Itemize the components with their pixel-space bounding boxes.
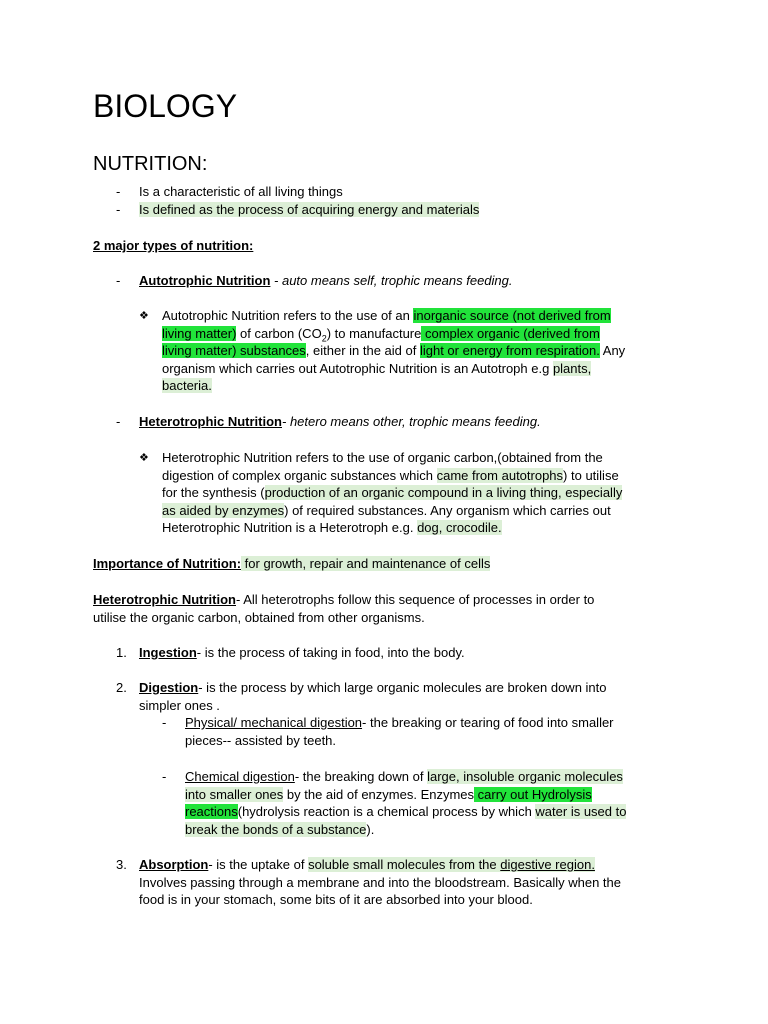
step-digestion-line-2: simpler ones .	[139, 697, 220, 713]
step-number: 1.	[116, 645, 127, 660]
hetero-line-3: for the synthesis (production of an organic compound in a living thing, especially	[162, 485, 623, 500]
auto-line-4: organism which carries out Autotrophic Nutrition is an Autotroph e.g plants,	[162, 360, 592, 376]
physical-digestion-line-2: pieces-- assisted by teeth.	[185, 732, 337, 748]
hetero-line-4: as aided by enzymes) of required substances. Any organism which carries out	[162, 502, 611, 518]
sequence-line-2: utilise the organic carbon, obtained from other organisms.	[93, 609, 425, 625]
auto-line-1: Autotrophic Nutrition refers to the use of an inorganic source (not derived from	[162, 308, 611, 323]
chemical-digestion-line-3: reactions(hydrolysis reaction is a chemical process by which water is used to	[185, 804, 627, 819]
auto-line-3: living matter) substances, either in the aid of light or energy from respiration. Any	[162, 343, 626, 358]
physical-digestion-line-1: Physical/ mechanical digestion- the breaking or tearing of food into smaller	[185, 715, 614, 730]
types-heading: 2 major types of nutrition:	[93, 238, 254, 253]
diamond-bullet-icon: ❖	[139, 310, 149, 322]
hetero-line-2: digestion of complex organic substances which came from autotrophs) to utilise	[162, 467, 619, 483]
diamond-bullet-icon: ❖	[139, 452, 149, 464]
hetero-line-5: Heterotrophic Nutrition is a Heterotroph e.g. dog, crocodile.	[162, 520, 502, 535]
step-absorption-line-3: food is in your stomach, some bits of it are absorbed into your blood.	[139, 892, 533, 907]
bullet-dash: -	[162, 715, 167, 730]
hetero-line-1: Heterotrophic Nutrition refers to the use of organic carbon,(obtained from the	[162, 450, 603, 465]
auto-line-5: bacteria.	[162, 378, 212, 393]
step-digestion-line-1: Digestion- is the process by which large organic molecules are broken down into	[139, 680, 607, 695]
bullet-dash: -	[116, 202, 121, 217]
step-number: 3.	[116, 857, 127, 872]
auto-line-2: living matter) of carbon $(CO_2)$ to manufacture complex organic (derived from	[162, 325, 600, 344]
autotrophic-heading: Autotrophic Nutrition - auto means self, trophic means feeding.	[139, 273, 513, 288]
sequence-line-1: Heterotrophic Nutrition- All heterotrophs follow this sequence of processes in order to	[93, 592, 595, 607]
step-number: 2.	[116, 680, 127, 695]
bullet-dash: -	[116, 273, 121, 288]
bullet-dash: -	[162, 769, 167, 784]
chemical-digestion-line-4: break the bonds of a substance).	[185, 821, 375, 837]
section-heading: NUTRITION:	[93, 153, 208, 175]
step-ingestion: Ingestion- is the process of taking in food, into the body.	[139, 645, 465, 660]
doc-title: BIOLOGY	[93, 88, 238, 124]
importance-line: Importance of Nutrition: for growth, repair and maintenance of cells	[93, 556, 491, 571]
step-absorption-line-1: Absorption- is the uptake of soluble small molecules from the digestive region.	[139, 857, 595, 872]
heterotrophic-heading: Heterotrophic Nutrition- hetero means other, trophic means feeding.	[139, 414, 541, 429]
chemical-digestion-line-2: into smaller ones by the aid of enzymes. Enzymes carry out Hydrolysis	[185, 786, 592, 802]
bullet-dash: -	[116, 184, 121, 199]
bullet-dash: -	[116, 414, 121, 429]
intro-bullet-2: Is defined as the process of acquiring energy and materials	[139, 202, 480, 217]
chemical-digestion-line-1: Chemical digestion- the breaking down of large, insoluble organic molecules	[185, 769, 623, 784]
step-absorption-line-2: Involves passing through a membrane and into the bloodstream. Basically when the	[139, 874, 622, 890]
intro-bullet-1: Is a characteristic of all living things	[139, 184, 343, 199]
